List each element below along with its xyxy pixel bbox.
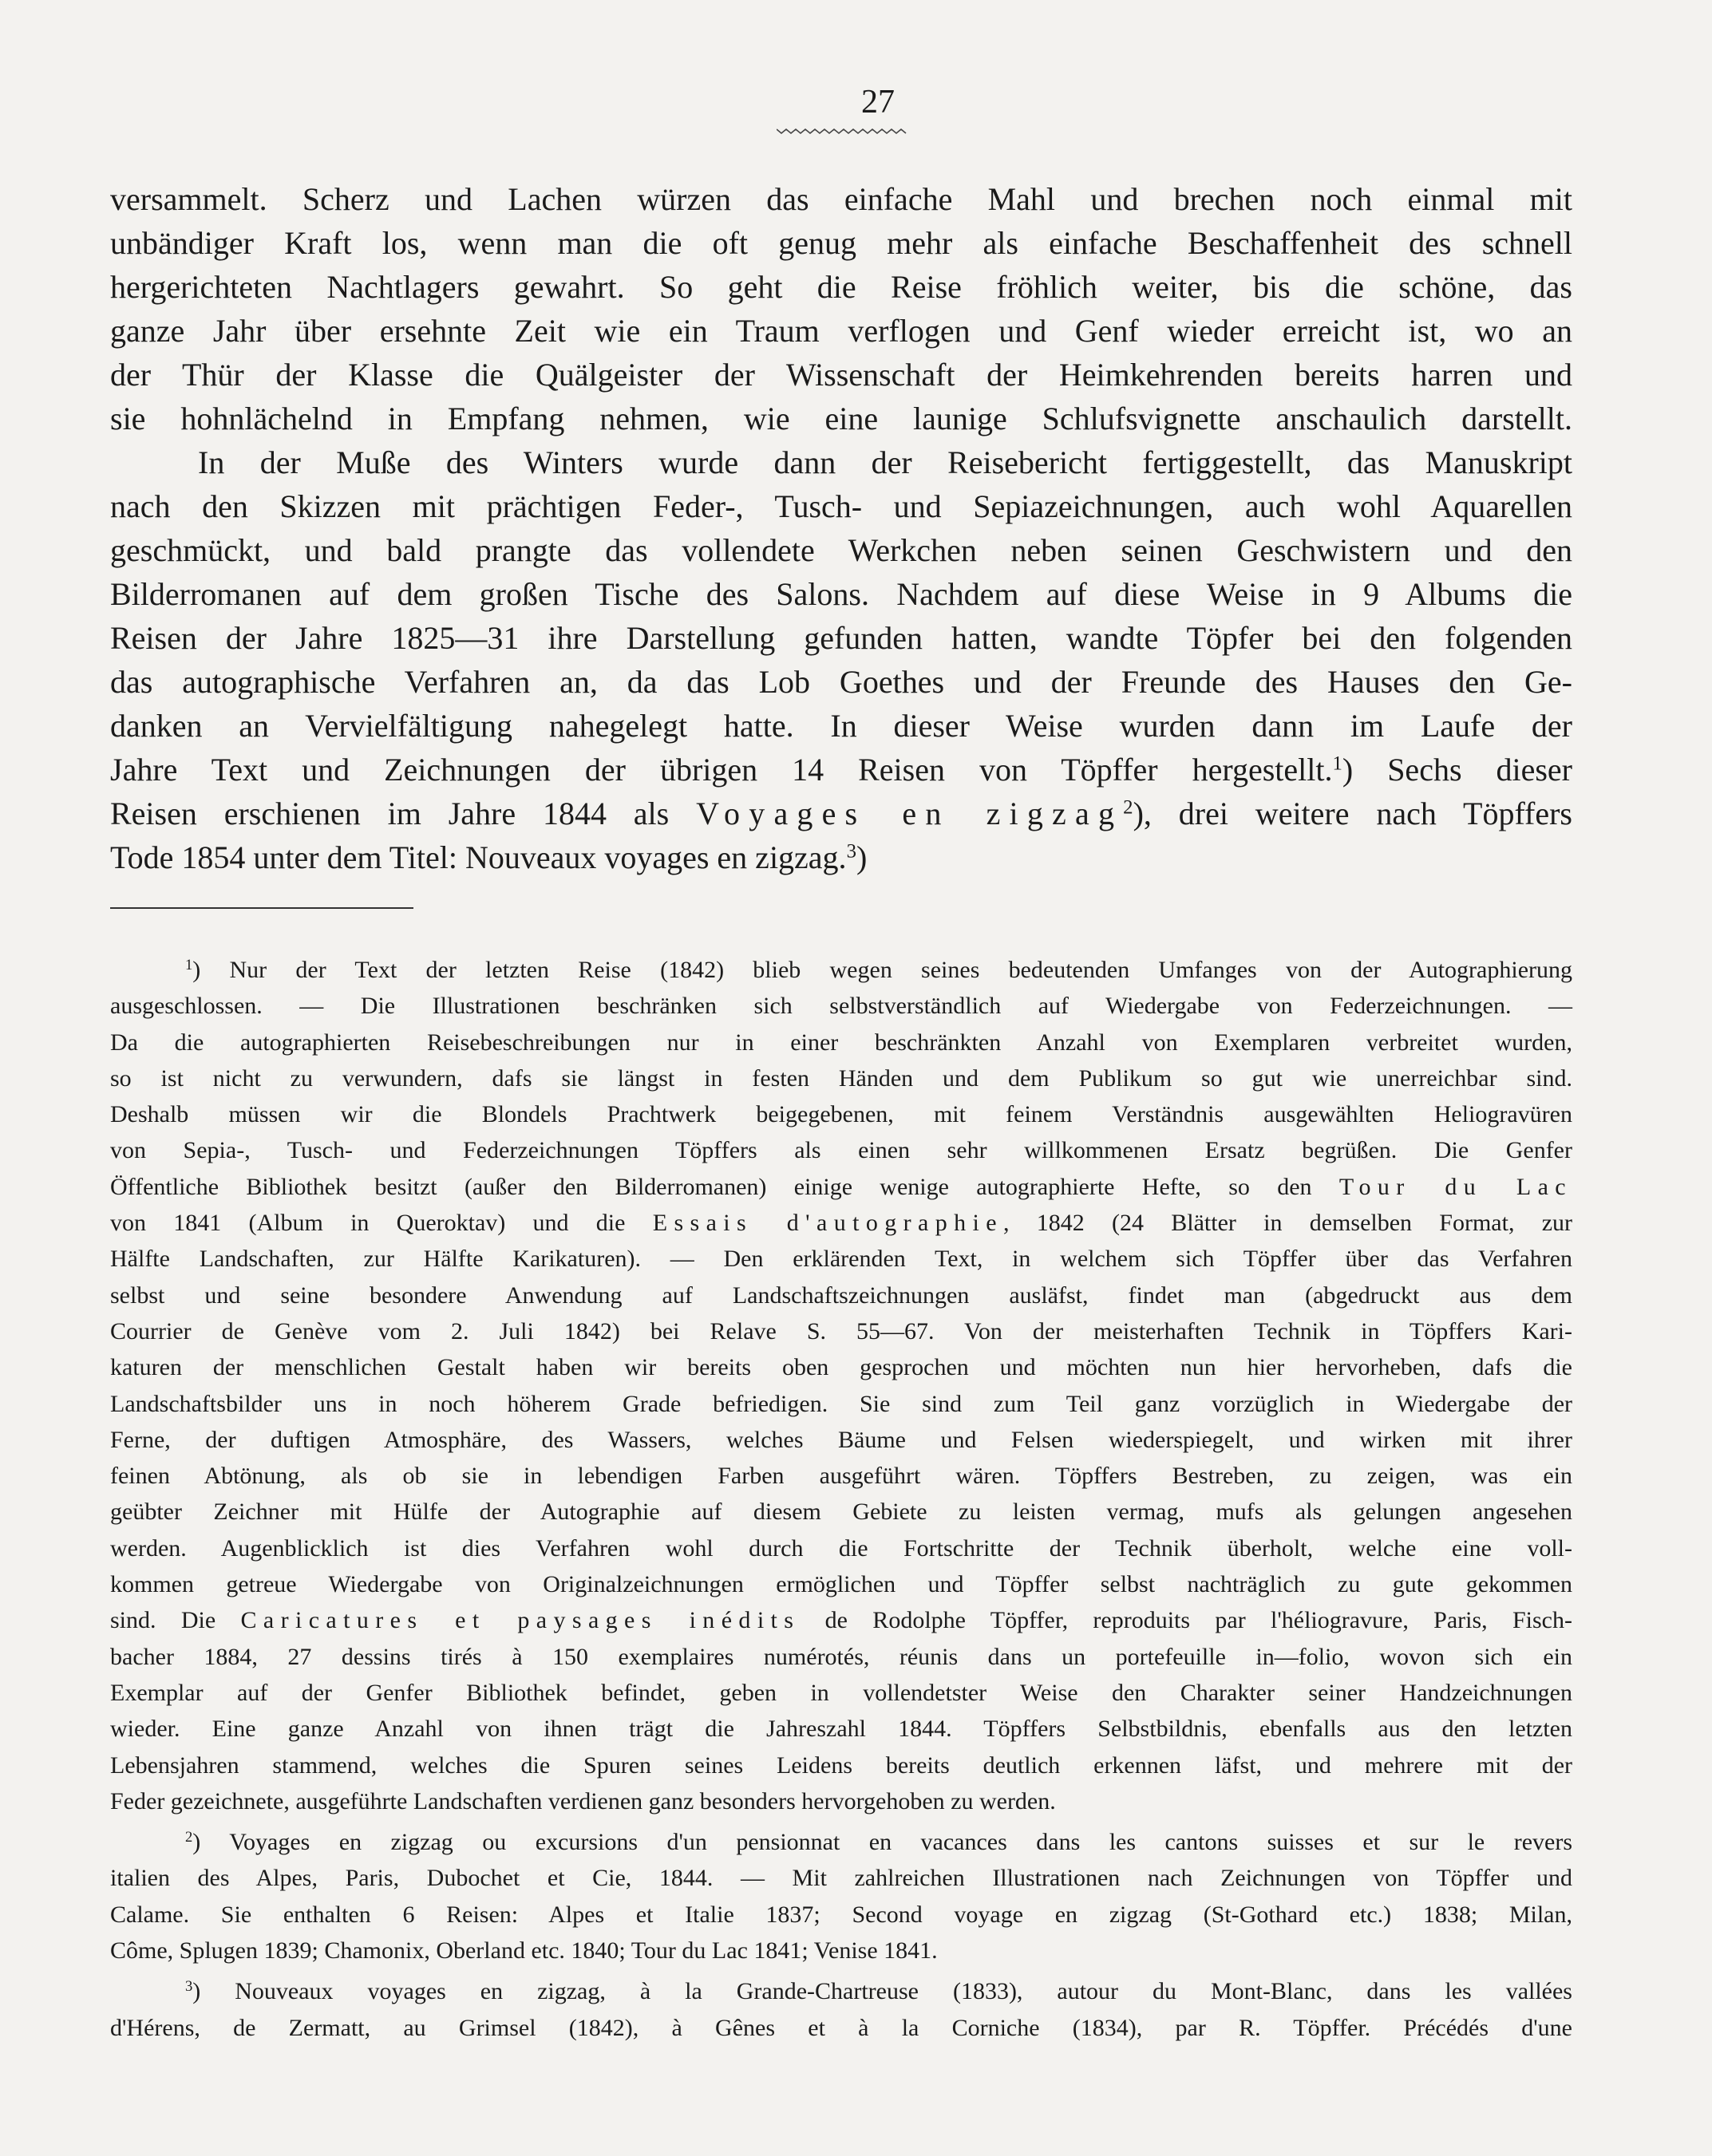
text-line: $^3$) Nouveaux voyages en zigzag, à la Grande-Chartreuse (1833), autour du Mont-Blanc, dans les vallées [185,1978,1572,2005]
text-line: italien des Alpes, Paris, Dubochet et Cie, 1844. — Mit zahlreichen Illustrationen nach Zeichnungen von Töpffer und [110,1865,1572,1892]
text-line: wieder. Eine ganze Anzahl von ihnen trägt die Jahreszahl 1844. Töpffers Selbstbildnis, ebenfalls aus den letzten [110,1716,1572,1743]
text-line: katuren der menschlichen Gestalt haben wir bereits oben gesprochen und möchten nun hier hervorheben, dafs die [110,1354,1572,1381]
text-line: feinen Abtönung, als ob sie in lebendigen Farben ausgeführt wären. Töpffers Bestreben, zu zeigen, was ein [110,1463,1572,1490]
footnote-marker: 1 [185,956,193,973]
spaced-title: Voyages en zigzag [696,796,1124,831]
footnote [110,1824,1572,1968]
text-line: Da die autographierten Reisebeschreibungen nur in einer beschränkten Anzahl von Exemplaren verbreitet wurden, [110,1029,1572,1056]
text-line: das autographische Verfahren an, da das Lob Goethes und der Freunde des Hauses den Ge- [110,664,1572,700]
footnote-marker: 2 [185,1828,193,1846]
page-number: 27 [861,84,895,120]
footnote-marker: 2 [1123,796,1133,819]
footnote-marker: 3 [846,840,856,863]
spaced-title: Caricatures et paysages inédits [240,1607,801,1634]
text-line: sie hohnlächelnd in Empfang nehmen, wie eine launige Schlufsvignette anschaulich darstellt. [110,401,1572,436]
text-line: Calame. Sie enthalten 6 Reisen: Alpes et Italie 1837; Second voyage en zigzag (St-Gothard etc.) 1838; Milan, [110,1901,1572,1928]
text-line: $^1$) Nur der Text der letzten Reise (1842) blieb wegen seines bedeutenden Umfanges von der Autographierung [185,956,1572,983]
text-line: bacher 1884, 27 dessins tirés à 150 exemplaires numérotés, réunis dans un portefeuille in—folio, wovon sich ein [110,1643,1572,1670]
text-line: ausgeschlossen. — Die Illustrationen beschränken sich selbstverständlich auf Wiedergabe von Federzeichnungen. — [110,993,1572,1020]
footnote [110,1973,1572,2046]
text-line: Côme, Splugen 1839; Chamonix, Oberland etc. 1840; Tour du Lac 1841; Venise 1841. [110,1937,938,1964]
text-line: Landschaftsbilder uns in noch höherem Grade befriedigen. Sie sind zum Teil ganz vorzüglich in Wiedergabe der [110,1390,1572,1417]
text-line: Reisen der Jahre 1825—31 ihre Darstellung gefunden hatten, wandte Töpfer bei den folgenden [110,620,1572,656]
text-line: danken an Vervielfältigung nahegelegt hatte. In dieser Weise wurden dann im Laufe der [110,708,1572,744]
text-line: von 1841 (Album in Queroktav) und die Essais d'autographie, 1842 (24 Blätter in demselben Format, zur [110,1210,1573,1237]
text-line: kommen getreue Wiedergabe von Originalzeichnungen ermöglichen und Töpffer selbst nachträglich zu gute gekommen [110,1571,1572,1598]
spaced-title: Essais d'autographie [652,1210,1003,1237]
footnote-marker: 1 [1332,752,1342,775]
text-line: Deshalb müssen wir die Blondels Prachtwerk beigegebenen, mit feinem Verständnis ausgewählten Heliogravüren [110,1101,1572,1128]
text-line: werden. Augenblicklich ist dies Verfahren wohl durch die Fortschritte der Technik überholt, welche eine voll- [110,1534,1572,1562]
text-line: Jahre Text und Zeichnungen der übrigen 14 Reisen von Töpffer hergestellt.$^1$) Sechs dieser [110,752,1572,788]
text-line: In der Muße des Winters wurde dann der Reisebericht fertiggestellt, das Manuskript [198,444,1572,480]
text-line: hergerichteten Nachtlagers gewahrt. So geht die Reise fröhlich weiter, bis die schöne, das [110,269,1572,305]
body-text [110,177,1572,879]
footnotes [110,952,1572,2046]
text-line: Bilderromanen auf dem großen Tische des Salons. Nachdem auf diese Weise in 9 Albums die [110,576,1572,612]
footnote [110,952,1572,1819]
paragraph [110,177,1572,440]
text-line: Exemplar auf der Genfer Bibliothek befindet, geben in vollendetster Weise den Charakter seiner Handzeichnungen [110,1679,1572,1706]
text-line: versammelt. Scherz und Lachen würzen das einfache Mahl und brechen noch einmal mit [110,181,1572,217]
text-line: sind. Die Caricatures et paysages inédits de Rodolphe Töpffer, reproduits par l'héliogravure, Paris, Fisch- [110,1607,1572,1634]
text-line: geschmückt, und bald prangte das vollendete Werkchen neben seinen Geschwistern und den [110,532,1572,568]
text-line: Hälfte Landschaften, zur Hälfte Karikaturen). — Den erklärenden Text, in welchem sich Töpffer über das Verfahren [110,1246,1572,1273]
text-line: Öffentliche Bibliothek besitzt (außer den Bilderromanen) einige wenige autographierte Hefte, so den Tour du Lac [110,1173,1572,1200]
text-line: unbändiger Kraft los, wenn man die oft genug mehr als einfache Beschaffenheit des schnell [110,225,1572,261]
page-number-ornament [777,126,908,136]
text-line: selbst und seine besondere Anwendung auf Landschaftszeichnungen ausläfst, findet man (abgedruckt aus dem [110,1281,1572,1309]
footnote-separator [110,907,413,909]
text-line: Tode 1854 unter dem Titel: Nouveaux voyages en zigzag.$^3$) [110,839,868,875]
text-line: Feder gezeichnete, ausgeführte Landschaften verdienen ganz besonders hervorgehoben zu werden. [110,1787,1056,1814]
text-line: Lebensjahren stammend, welches die Spuren seines Leidens bereits deutlich erkennen läfst, und mehrere mit der [110,1751,1572,1779]
text-line: von Sepia-, Tusch- und Federzeichnungen Töpffers als einen sehr willkommenen Ersatz begrüßen. Die Genfer [110,1137,1572,1164]
text-line: so ist nicht zu verwundern, dafs sie längst in festen Händen und dem Publikum so gut wie unerreichbar sind. [110,1064,1572,1092]
text-line: ganze Jahr über ersehnte Zeit wie ein Traum verflogen und Genf wieder erreicht ist, wo an [110,313,1572,349]
text-line: Ferne, der duftigen Atmosphäre, des Wassers, welches Bäume und Felsen wiederspiegelt, und wirken mit ihrer [110,1426,1572,1453]
text-line: der Thür der Klasse die Quälgeister der Wissenschaft der Heimkehrenden bereits harren und [110,357,1572,393]
text-line: nach den Skizzen mit prächtigen Feder-, Tusch- und Sepiazeichnungen, auch wohl Aquarellen [110,488,1572,524]
paragraph [110,440,1572,879]
text-line: Courrier de Genève vom 2. Juli 1842) bei Relave S. 55—67. Von der meisterhaften Technik in Töpffers Kari- [110,1317,1572,1345]
spaced-title: Tour du Lac [1338,1173,1572,1200]
text-line: $^2$) Voyages en zigzag ou excursions d'un pensionnat en vacances dans les cantons suisses et sur le revers [185,1828,1572,1856]
text-line: d'Hérens, de Zermatt, au Grimsel (1842), à Gênes et à la Corniche (1834), par R. Töpffer. Précédés d'une [110,2014,1572,2041]
footnote-marker: 3 [185,1978,193,1996]
text-line: Reisen erschienen im Jahre 1844 als Voyages en zigzag$^2$), drei weitere nach Töpffers [110,796,1573,831]
text-line: geübter Zeichner mit Hülfe der Autographie auf diesem Gebiete zu leisten vermag, mufs als gelungen angesehen [110,1499,1572,1526]
